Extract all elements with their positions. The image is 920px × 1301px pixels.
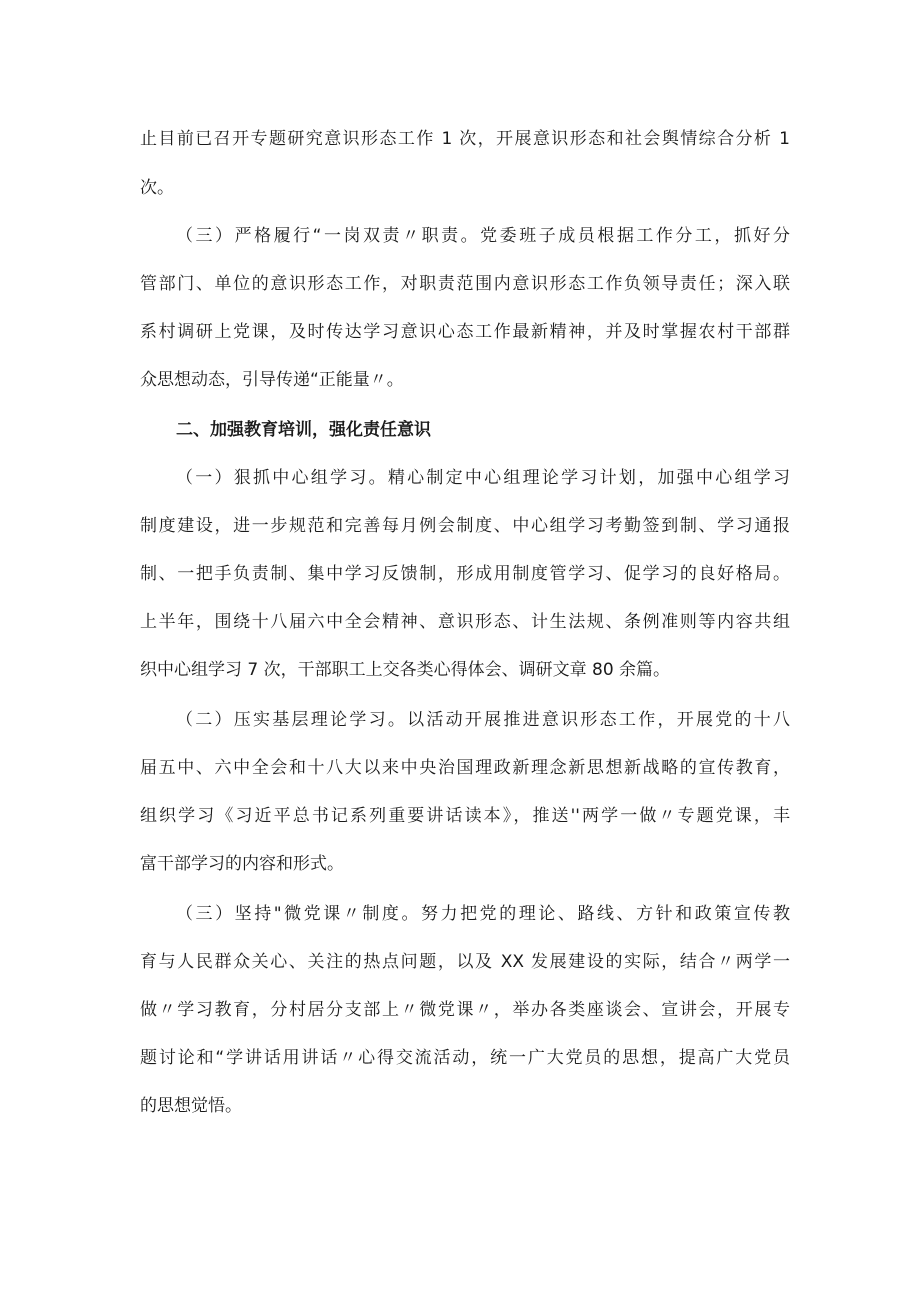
text-line: （三）坚持"微党课〃制度。努力把党的理论、路线、方针和政策宣传教 [176,904,790,924]
section-heading: 二、加强教育培训，强化责任意识 [176,420,431,440]
text-line: 富干部学习的内容和形式。 [140,854,344,874]
text-line: 次。 [140,178,174,198]
text-line: 织中心组学习 7 次，干部职工上交各类心得体会、调研文章 80 余篇。 [140,660,671,680]
text-line: 制度建设，进一步规范和完善每月例会制度、中心组学习考勤签到制、学习通报 [140,516,790,536]
text-line: 止目前已召开专题研究意识形态工作 1 次，开展意识形态和社会舆情综合分析 1 [140,129,790,149]
text-line: 的思想觉悟。 [140,1096,242,1116]
text-line: 组织学习《习近平总书记系列重要讲话读本》，推送''两学一做〃专题党课，丰 [140,806,790,826]
text-line: 届五中、六中全会和十八大以来中央治国理政新理念新思想新战略的宣传教育， [140,758,790,778]
text-line: 管部门、单位的意识形态工作，对职责范围内意识形态工作负领导责任；深入联 [140,274,790,294]
text-line: 系村调研上党课，及时传达学习意识心态工作最新精神，并及时掌握农村干部群 [140,322,790,342]
text-line: 上半年，围绕十八届六中全会精神、意识形态、计生法规、条例准则等内容共组 [140,612,790,632]
text-line: 题讨论和“学讲话用讲话〃心得交流活动，统一广大党员的思想，提高广大党员 [140,1048,790,1068]
text-line: 众思想动态，引导传递“正能量〃。 [140,370,404,390]
text-line: （一）狠抓中心组学习。精心制定中心组理论学习计划，加强中心组学习 [176,468,790,488]
text-line: 育与人民群众关心、关注的热点问题，以及 XX 发展建设的实际，结合〃两学一 [140,952,790,972]
text-line: 制、一把手负责制、集中学习反馈制，形成用制度管学习、促学习的良好格局。 [140,564,790,584]
text-line: （二）压实基层理论学习。以活动开展推进意识形态工作，开展党的十八 [176,710,790,730]
text-line: （三）严格履行“一岗双责〃职责。党委班子成员根据工作分工，抓好分 [176,226,790,246]
text-line: 做〃学习教育，分村居分支部上〃微党课〃，举办各类座谈会、宣讲会，开展专 [140,1000,790,1020]
